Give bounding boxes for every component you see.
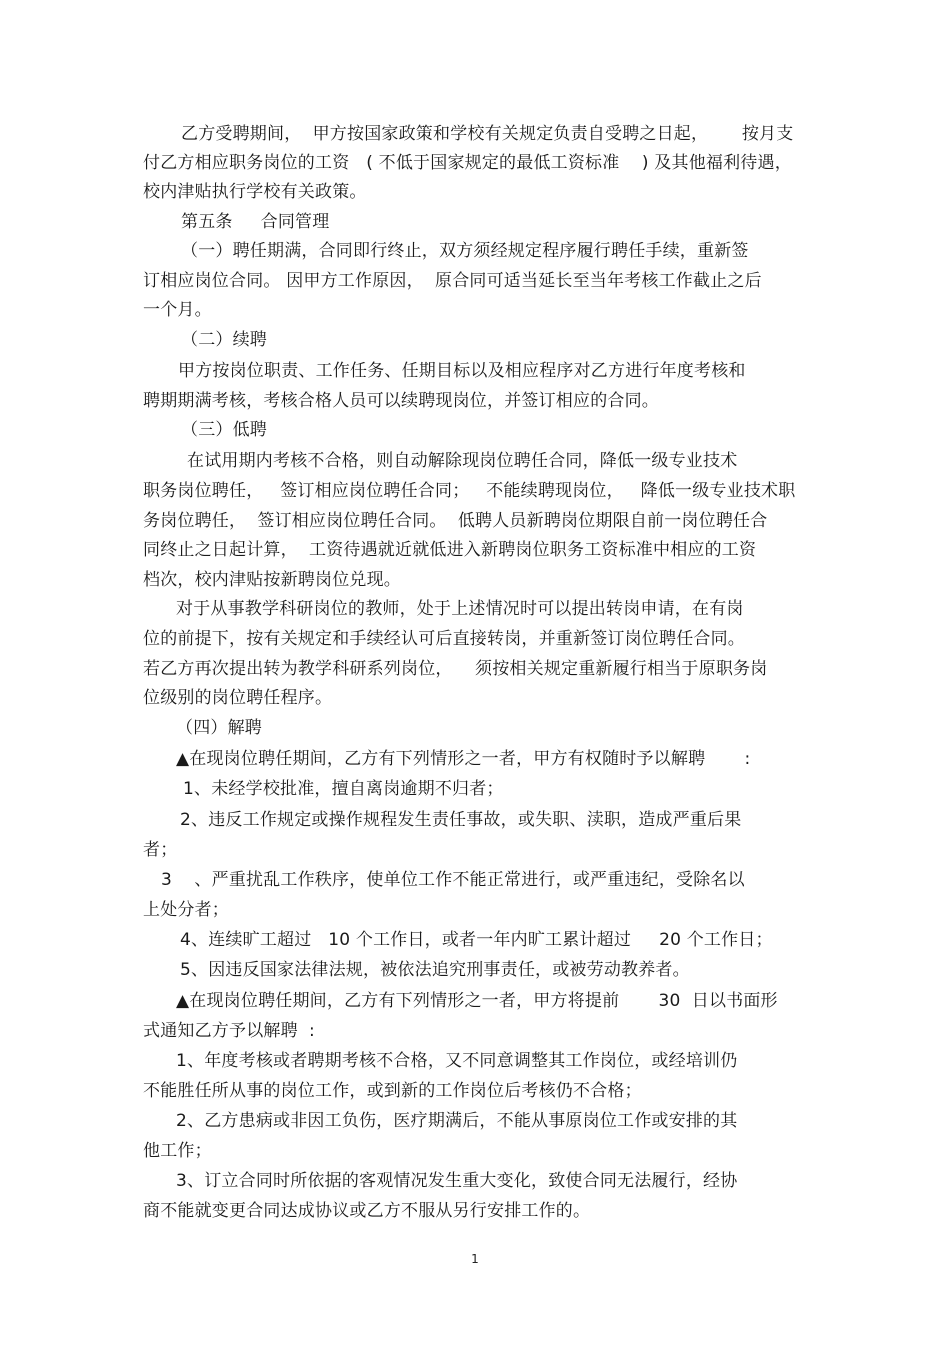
list-item: 3、订立合同时所依据的客观情况发生重大变化，致使合同无法履行，经协 bbox=[176, 1171, 738, 1191]
text-line: 若乙方再次提出转为教学科研系列岗位， 须按相关规定重新履行相当于原职务岗 bbox=[143, 659, 768, 679]
text-line: 付乙方相应职务岗位的工资 ( 不低于国家规定的最低工资标准 ) 及其他福利待遇， bbox=[143, 153, 792, 173]
text-line: 对于从事教学科研岗位的教师，处于上述情况时可以提出转岗申请，在有岗 bbox=[176, 599, 744, 619]
text-line: 位级别的岗位聘任程序。 bbox=[143, 688, 333, 708]
text-line: 商不能就变更合同达成协议或乙方不服从另行安排工作的。 bbox=[143, 1201, 591, 1221]
text-line: 上处分者； bbox=[143, 900, 229, 920]
subsection-heading: （四）解聘 bbox=[176, 718, 262, 738]
text-line: 务岗位聘任， 签订相应岗位聘任合同。 低聘人员新聘岗位期限自前一岗位聘任合 bbox=[143, 511, 768, 531]
list-item: 3 、严重扰乱工作秩序，使单位工作不能正常进行，或严重违纪，受除名以 bbox=[161, 870, 745, 890]
text-line: 式通知乙方予以解聘 : bbox=[143, 1021, 315, 1041]
text-line: 档次，校内津贴按新聘岗位兑现。 bbox=[143, 570, 401, 590]
text-line: 订相应岗位合同。 因甲方工作原因， 原合同可适当延长至当年考核工作截止之后 bbox=[143, 271, 762, 291]
text-line: 位的前提下，按有关规定和手续经认可后直接转岗，并重新签订岗位聘任合同。 bbox=[143, 629, 745, 649]
list-item: 2、乙方患病或非因工负伤，医疗期满后，不能从事原岗位工作或安排的其 bbox=[176, 1111, 738, 1131]
text-line: 职务岗位聘任， 签订相应岗位聘任合同； 不能续聘现岗位， 降低一级专业技术职 bbox=[143, 481, 796, 501]
text-line: 乙方受聘期间， 甲方按国家政策和学校有关规定负责自受聘之日起， 按月支 bbox=[181, 124, 794, 144]
subsection-heading: （二）续聘 bbox=[181, 330, 267, 350]
list-item: 1、未经学校批准，擅自离岗逾期不归者； bbox=[183, 779, 504, 799]
list-item: 5、因违反国家法律法规，被依法追究刑事责任，或被劳动教养者。 bbox=[180, 960, 690, 980]
text-line: 一个月。 bbox=[143, 300, 212, 320]
subsection-heading: （三）低聘 bbox=[181, 420, 267, 440]
text-line: 者； bbox=[143, 840, 178, 860]
list-item: 2、违反工作规定或操作规程发生责任事故，或失职、渎职，造成严重后果 bbox=[180, 810, 742, 830]
text-line: 不能胜任所从事的岗位工作，或到新的工作岗位后考核仍不合格； bbox=[143, 1081, 642, 1101]
text-line: ▲在现岗位聘任期间，乙方有下列情形之一者，甲方有权随时予以解聘 : bbox=[176, 749, 751, 769]
text-line: 同终止之日起计算， 工资待遇就近就低进入新聘岗位职务工资标准中相应的工资 bbox=[143, 540, 757, 560]
list-item: 4、连续旷工超过 10 个工作日，或者一年内旷工累计超过 20 个工作日； bbox=[180, 930, 773, 950]
page-number: 1 bbox=[471, 1252, 479, 1266]
list-item: 1、年度考核或者聘期考核不合格，又不同意调整其工作岗位，或经培训仍 bbox=[176, 1051, 738, 1071]
text-line: 在试用期内考核不合格，则自动解除现岗位聘任合同，降低一级专业技术 bbox=[187, 451, 738, 471]
text-line: 他工作； bbox=[143, 1141, 212, 1161]
text-line: 甲方按岗位职责、工作任务、任期目标以及相应程序对乙方进行年度考核和 bbox=[178, 361, 746, 381]
text-line: 校内津贴执行学校有关政策。 bbox=[143, 182, 367, 202]
text-line: 聘期期满考核，考核合格人员可以续聘现岗位，并签订相应的合同。 bbox=[143, 391, 659, 411]
text-line: （一）聘任期满，合同即行终止，双方须经规定程序履行聘任手续，重新签 bbox=[181, 241, 749, 261]
text-line: ▲在现岗位聘任期间，乙方有下列情形之一者，甲方将提前 30 日以书面形 bbox=[176, 991, 778, 1011]
section-heading: 第五条 合同管理 bbox=[181, 212, 330, 232]
